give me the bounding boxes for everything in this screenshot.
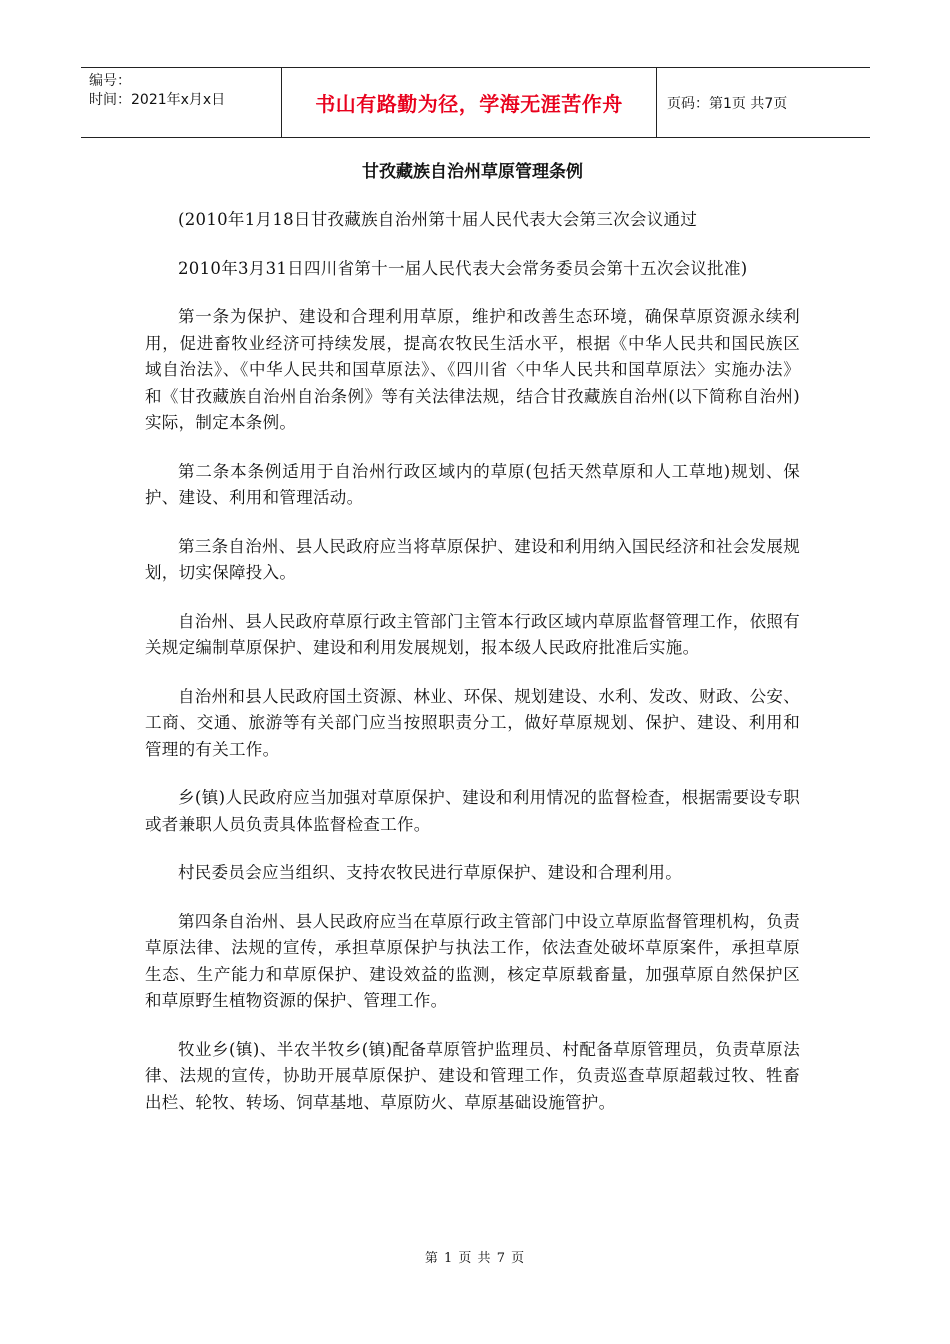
page-header bbox=[81, 67, 870, 138]
paragraph: (2010年1月18日甘孜藏族自治州第十届人民代表大会第三次会议通过 bbox=[178, 210, 698, 229]
document-number-label: 编号： bbox=[89, 73, 131, 89]
paragraph: 自治州、县人民政府草原行政主管部门主管本行政区域内草原监督管理工作，依照有关规定编制草原保护、建设和利用发展规划，报本级人民政府批准后实施。 bbox=[145, 611, 800, 657]
paragraph: 第三条自治州、县人民政府应当将草原保护、建设和利用纳入国民经济和社会发展规划，切实保障投入。 bbox=[145, 536, 800, 582]
document-title: 甘孜藏族自治州草原管理条例 bbox=[362, 162, 583, 182]
paragraph: 第一条为保护、建设和合理利用草原，维护和改善生态环境，确保草原资源永续利用，促进畜牧业经济可持续发展，提高农牧民生活水平，根据《中华人民共和国民族区域自治法》、《中华人民共和国草原法》、《四川省〈中华人民共和国草原法〉实施办法》和《甘孜藏族自治州自治条例》等有关法律法规，结合甘孜藏族自治州(以下简称自治州)实际，制定本条例。 bbox=[145, 307, 800, 432]
document-body bbox=[145, 160, 800, 1138]
paragraph: 村民委员会应当组织、支持农牧民进行草原保护、建设和合理利用。 bbox=[178, 863, 682, 882]
paragraph: 乡(镇)人民政府应当加强对草原保护、建设和利用情况的监督检查，根据需要设专职或者兼职人员负责具体监督检查工作。 bbox=[145, 788, 800, 834]
paragraph: 第四条自治州、县人民政府应当在草原行政主管部门中设立草原监督管理机构，负责草原法律、法规的宣传，承担草原保护与执法工作，依法查处破坏草原案件，承担草原生态、生产能力和草原保护、建设效益的监测，核定草原载畜量，加强草原自然保护区和草原野生植物资源的保护、管理工作。 bbox=[145, 911, 800, 1010]
header-motto: 书山有路勤为径，学海无涯苦作舟 bbox=[281, 68, 657, 137]
paragraph: 牧业乡(镇)、半农半牧乡(镇)配备草原管护监理员、村配备草原管理员，负责草原法律、法规的宣传，协助开展草原保护、建设和管理工作，负责巡查草原超载过牧、牲畜出栏、轮牧、转场、饲草基地、草原防火、草原基础设施管护。 bbox=[145, 1039, 800, 1112]
page-footer: 第 1 页 共 7 页 bbox=[424, 1251, 526, 1266]
header-page-info: 页码：第1页 共7页 bbox=[667, 95, 788, 112]
paragraph: 2010年3月31日四川省第十一届人民代表大会常务委员会第十五次会议批准) bbox=[178, 258, 748, 278]
header-meta bbox=[81, 68, 281, 137]
paragraph: 第二条本条例适用于自治州行政区域内的草原(包括天然草原和人工草地)规划、保护、建设、利用和管理活动。 bbox=[145, 461, 800, 507]
paragraph: 自治州和县人民政府国土资源、林业、环保、规划建设、水利、发改、财政、公安、工商、交通、旅游等有关部门应当按照职责分工，做好草原规划、保护、建设、利用和管理的有关工作。 bbox=[145, 686, 800, 759]
document-time-label: 时间：2021年x月x日 bbox=[89, 92, 226, 108]
